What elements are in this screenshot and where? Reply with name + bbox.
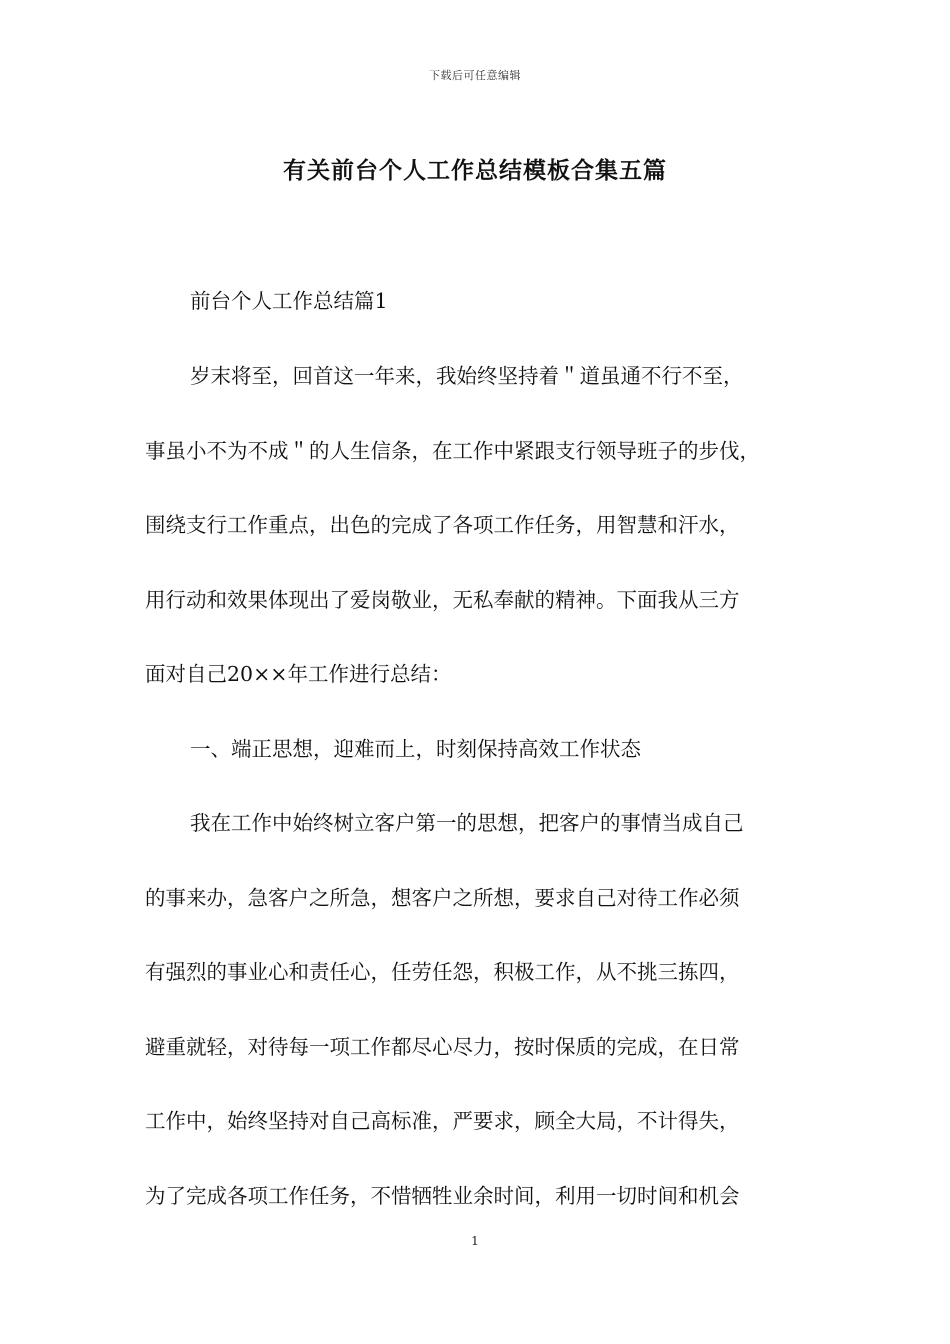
header-note: 下载后可任意编辑 bbox=[429, 69, 521, 82]
subheading: 一、端正思想，迎难而上，时刻保持高效工作状态 bbox=[190, 737, 641, 761]
paragraph-line: 避重就轻，对待每一项工作都尽心尽力，按时保质的完成，在日常 bbox=[145, 1035, 740, 1059]
paragraph-line: 工作中，始终坚持对自己高标准，严要求，顾全大局，不计得失， bbox=[145, 1109, 740, 1133]
document-title: 有关前台个人工作总结模板合集五篇 bbox=[283, 157, 667, 184]
paragraph-line: 的事来办，急客户之所急，想客户之所想，要求自己对待工作必须 bbox=[145, 886, 740, 910]
section-heading: 前台个人工作总结篇1 bbox=[190, 289, 388, 313]
paragraph-line: 围绕支行工作重点，出色的完成了各项工作任务，用智慧和汗水， bbox=[145, 513, 740, 537]
paragraph-line: 面对自己20××年工作进行总结： bbox=[145, 662, 452, 686]
paragraph-line: 用行动和效果体现出了爱岗敬业，无私奉献的精神。下面我从三方 bbox=[145, 588, 740, 612]
page-number: 1 bbox=[471, 1234, 479, 1248]
paragraph-line: 岁末将至，回首这一年来，我始终坚持着＂道虽通不行不至， bbox=[190, 364, 744, 388]
paragraph-line: 有强烈的事业心和责任心，任劳任怨，积极工作，从不挑三拣四， bbox=[145, 960, 740, 984]
paragraph-line: 我在工作中始终树立客户第一的思想，把客户的事情当成自己 bbox=[190, 811, 744, 835]
paragraph-line: 为了完成各项工作任务，不惜牺牲业余时间，利用一切时间和机会 bbox=[145, 1184, 740, 1208]
paragraph-line: 事虽小不为不成＂的人生信条，在工作中紧跟支行领导班子的步伐， bbox=[145, 439, 760, 463]
